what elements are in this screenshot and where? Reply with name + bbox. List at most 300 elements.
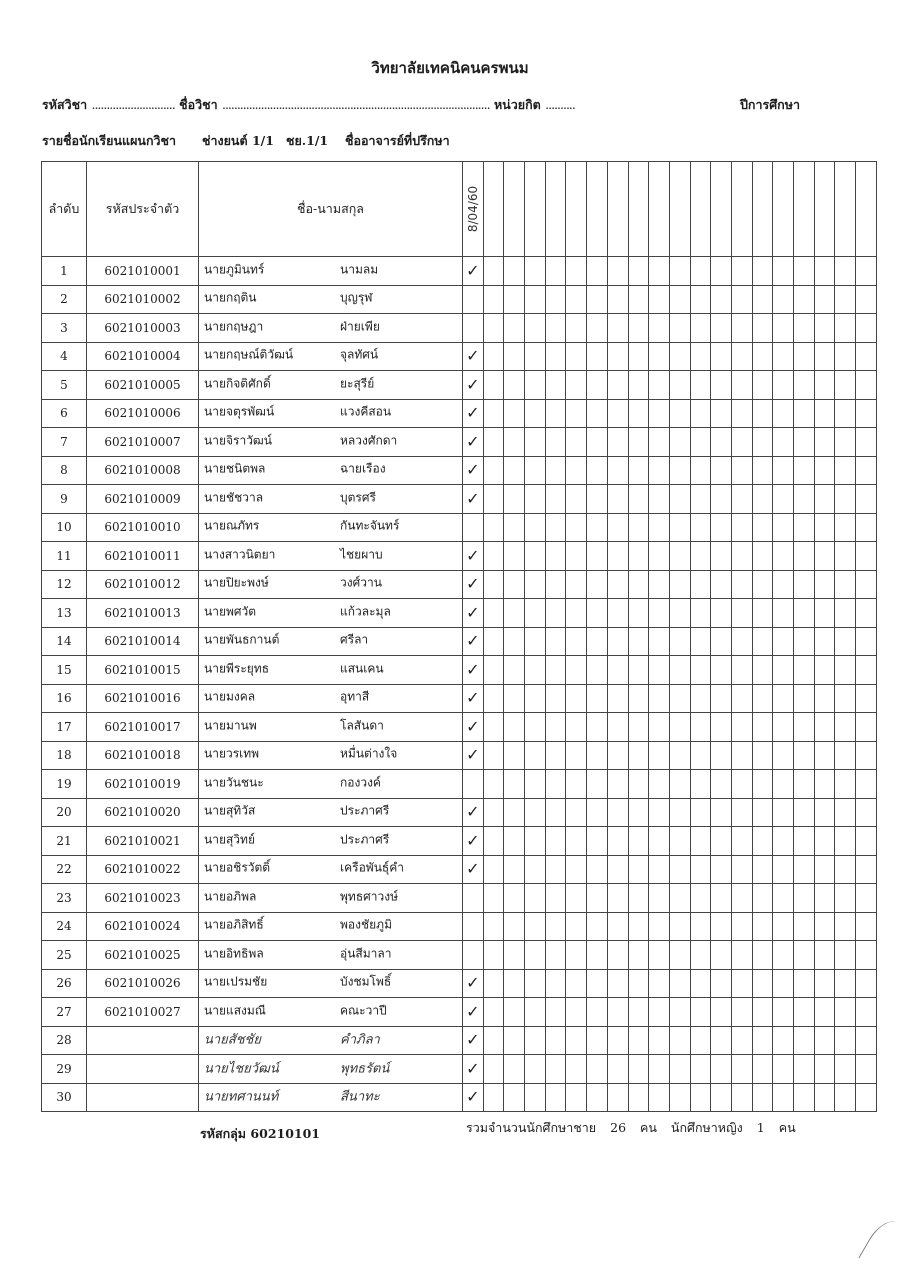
attendance-cell[interactable]	[669, 399, 690, 428]
attendance-cell[interactable]	[814, 1026, 835, 1055]
attendance-date-header[interactable]	[545, 162, 566, 257]
attendance-cell[interactable]	[545, 314, 566, 343]
attendance-date-header[interactable]	[814, 162, 835, 257]
attendance-cell[interactable]	[773, 1055, 794, 1084]
attendance-cell[interactable]	[587, 428, 608, 457]
attendance-cell[interactable]	[690, 770, 711, 799]
attendance-cell[interactable]	[483, 627, 504, 656]
attendance-cell[interactable]	[690, 741, 711, 770]
attendance-cell[interactable]	[628, 1026, 649, 1055]
attendance-cell[interactable]	[814, 513, 835, 542]
attendance-cell[interactable]	[752, 314, 773, 343]
attendance-cell[interactable]	[463, 1083, 484, 1112]
attendance-cell[interactable]	[669, 998, 690, 1027]
attendance-cell[interactable]	[525, 513, 546, 542]
attendance-cell[interactable]	[545, 371, 566, 400]
attendance-cell[interactable]	[504, 371, 525, 400]
attendance-cell[interactable]	[752, 599, 773, 628]
attendance-cell[interactable]	[525, 684, 546, 713]
attendance-cell[interactable]	[649, 969, 670, 998]
attendance-cell[interactable]	[607, 257, 628, 286]
attendance-cell[interactable]	[814, 1083, 835, 1112]
attendance-cell[interactable]	[587, 798, 608, 827]
attendance-cell[interactable]	[773, 998, 794, 1027]
attendance-cell[interactable]	[463, 713, 484, 742]
attendance-cell[interactable]	[835, 941, 856, 970]
attendance-cell[interactable]	[752, 798, 773, 827]
attendance-cell[interactable]	[566, 998, 587, 1027]
attendance-cell[interactable]	[649, 770, 670, 799]
attendance-cell[interactable]	[628, 798, 649, 827]
attendance-cell[interactable]	[794, 770, 815, 799]
attendance-cell[interactable]	[814, 285, 835, 314]
attendance-cell[interactable]	[566, 542, 587, 571]
attendance-cell[interactable]	[856, 399, 877, 428]
attendance-cell[interactable]	[773, 912, 794, 941]
attendance-cell[interactable]	[649, 399, 670, 428]
attendance-cell[interactable]	[628, 428, 649, 457]
attendance-cell[interactable]	[525, 798, 546, 827]
attendance-cell[interactable]	[628, 542, 649, 571]
attendance-cell[interactable]	[525, 969, 546, 998]
attendance-cell[interactable]	[483, 456, 504, 485]
attendance-cell[interactable]	[463, 912, 484, 941]
attendance-cell[interactable]	[794, 998, 815, 1027]
attendance-cell[interactable]	[731, 912, 752, 941]
attendance-cell[interactable]	[731, 827, 752, 856]
attendance-cell[interactable]	[856, 855, 877, 884]
attendance-cell[interactable]	[835, 798, 856, 827]
attendance-cell[interactable]	[856, 599, 877, 628]
attendance-cell[interactable]	[566, 827, 587, 856]
attendance-cell[interactable]	[752, 912, 773, 941]
attendance-cell[interactable]	[587, 684, 608, 713]
attendance-cell[interactable]	[483, 741, 504, 770]
attendance-cell[interactable]	[856, 969, 877, 998]
attendance-cell[interactable]	[463, 741, 484, 770]
attendance-cell[interactable]	[731, 314, 752, 343]
attendance-cell[interactable]	[690, 1083, 711, 1112]
attendance-cell[interactable]	[731, 941, 752, 970]
attendance-cell[interactable]	[690, 399, 711, 428]
attendance-cell[interactable]	[545, 855, 566, 884]
attendance-cell[interactable]	[649, 599, 670, 628]
attendance-cell[interactable]	[525, 741, 546, 770]
attendance-cell[interactable]	[773, 513, 794, 542]
attendance-cell[interactable]	[628, 599, 649, 628]
attendance-cell[interactable]	[649, 798, 670, 827]
attendance-cell[interactable]	[566, 884, 587, 913]
attendance-cell[interactable]	[566, 855, 587, 884]
attendance-cell[interactable]	[463, 627, 484, 656]
attendance-cell[interactable]	[483, 513, 504, 542]
attendance-cell[interactable]	[814, 627, 835, 656]
attendance-cell[interactable]	[525, 770, 546, 799]
attendance-cell[interactable]	[669, 542, 690, 571]
attendance-cell[interactable]	[752, 342, 773, 371]
attendance-cell[interactable]	[566, 485, 587, 514]
attendance-cell[interactable]	[628, 1055, 649, 1084]
attendance-cell[interactable]	[835, 998, 856, 1027]
attendance-cell[interactable]	[814, 371, 835, 400]
attendance-cell[interactable]	[649, 371, 670, 400]
attendance-cell[interactable]	[525, 884, 546, 913]
attendance-cell[interactable]	[690, 969, 711, 998]
attendance-cell[interactable]	[525, 342, 546, 371]
attendance-cell[interactable]	[794, 969, 815, 998]
attendance-cell[interactable]	[649, 1055, 670, 1084]
attendance-cell[interactable]	[773, 428, 794, 457]
attendance-cell[interactable]	[504, 485, 525, 514]
attendance-cell[interactable]	[525, 713, 546, 742]
attendance-cell[interactable]	[835, 1055, 856, 1084]
attendance-cell[interactable]	[814, 1055, 835, 1084]
attendance-cell[interactable]	[504, 713, 525, 742]
attendance-cell[interactable]	[545, 1055, 566, 1084]
attendance-cell[interactable]	[835, 969, 856, 998]
attendance-cell[interactable]	[794, 855, 815, 884]
attendance-cell[interactable]	[587, 371, 608, 400]
attendance-cell[interactable]	[566, 770, 587, 799]
attendance-cell[interactable]	[835, 627, 856, 656]
attendance-cell[interactable]	[607, 998, 628, 1027]
attendance-cell[interactable]	[525, 456, 546, 485]
attendance-cell[interactable]	[483, 998, 504, 1027]
attendance-cell[interactable]	[690, 314, 711, 343]
attendance-cell[interactable]	[752, 428, 773, 457]
attendance-cell[interactable]	[835, 570, 856, 599]
attendance-cell[interactable]	[731, 485, 752, 514]
attendance-cell[interactable]	[814, 855, 835, 884]
attendance-cell[interactable]	[504, 599, 525, 628]
attendance-cell[interactable]	[607, 314, 628, 343]
attendance-cell[interactable]	[649, 285, 670, 314]
attendance-cell[interactable]	[835, 827, 856, 856]
attendance-cell[interactable]	[628, 713, 649, 742]
attendance-cell[interactable]	[504, 342, 525, 371]
attendance-cell[interactable]	[628, 912, 649, 941]
attendance-cell[interactable]	[752, 1055, 773, 1084]
attendance-cell[interactable]	[835, 314, 856, 343]
attendance-cell[interactable]	[669, 428, 690, 457]
attendance-cell[interactable]	[835, 485, 856, 514]
attendance-cell[interactable]	[587, 257, 608, 286]
attendance-cell[interactable]	[711, 371, 732, 400]
attendance-cell[interactable]	[483, 713, 504, 742]
attendance-cell[interactable]	[587, 570, 608, 599]
attendance-cell[interactable]	[835, 257, 856, 286]
attendance-cell[interactable]	[587, 998, 608, 1027]
attendance-date-header[interactable]	[463, 162, 484, 257]
attendance-cell[interactable]	[545, 570, 566, 599]
attendance-cell[interactable]	[773, 257, 794, 286]
attendance-cell[interactable]	[669, 627, 690, 656]
attendance-cell[interactable]	[690, 513, 711, 542]
attendance-cell[interactable]	[504, 1026, 525, 1055]
attendance-cell[interactable]	[773, 941, 794, 970]
attendance-cell[interactable]	[731, 428, 752, 457]
attendance-cell[interactable]	[628, 314, 649, 343]
attendance-cell[interactable]	[504, 741, 525, 770]
attendance-cell[interactable]	[566, 741, 587, 770]
attendance-cell[interactable]	[752, 741, 773, 770]
attendance-cell[interactable]	[752, 770, 773, 799]
attendance-cell[interactable]	[504, 285, 525, 314]
attendance-cell[interactable]	[607, 371, 628, 400]
attendance-cell[interactable]	[504, 314, 525, 343]
attendance-cell[interactable]	[628, 570, 649, 599]
attendance-cell[interactable]	[794, 314, 815, 343]
attendance-cell[interactable]	[587, 1026, 608, 1055]
attendance-cell[interactable]	[607, 399, 628, 428]
attendance-cell[interactable]	[525, 1083, 546, 1112]
attendance-cell[interactable]	[711, 741, 732, 770]
attendance-cell[interactable]	[711, 599, 732, 628]
attendance-cell[interactable]	[794, 798, 815, 827]
attendance-cell[interactable]	[525, 1026, 546, 1055]
attendance-cell[interactable]	[628, 485, 649, 514]
attendance-cell[interactable]	[794, 342, 815, 371]
attendance-cell[interactable]	[814, 257, 835, 286]
attendance-cell[interactable]	[752, 855, 773, 884]
attendance-cell[interactable]	[525, 257, 546, 286]
attendance-cell[interactable]	[649, 456, 670, 485]
attendance-cell[interactable]	[504, 969, 525, 998]
attendance-cell[interactable]	[856, 827, 877, 856]
course-code-field[interactable]: ............................	[91, 97, 175, 112]
attendance-cell[interactable]	[587, 399, 608, 428]
attendance-cell[interactable]	[483, 257, 504, 286]
attendance-cell[interactable]	[814, 399, 835, 428]
attendance-cell[interactable]	[566, 941, 587, 970]
attendance-cell[interactable]	[856, 542, 877, 571]
attendance-cell[interactable]	[856, 884, 877, 913]
attendance-cell[interactable]	[835, 428, 856, 457]
attendance-cell[interactable]	[794, 1055, 815, 1084]
attendance-cell[interactable]	[773, 684, 794, 713]
attendance-cell[interactable]	[773, 399, 794, 428]
attendance-cell[interactable]	[711, 656, 732, 685]
attendance-cell[interactable]	[504, 257, 525, 286]
attendance-cell[interactable]	[794, 884, 815, 913]
attendance-cell[interactable]	[794, 827, 815, 856]
attendance-cell[interactable]	[690, 884, 711, 913]
attendance-cell[interactable]	[856, 627, 877, 656]
attendance-cell[interactable]	[649, 570, 670, 599]
attendance-cell[interactable]	[731, 855, 752, 884]
attendance-cell[interactable]	[566, 599, 587, 628]
attendance-cell[interactable]	[587, 713, 608, 742]
attendance-cell[interactable]	[752, 285, 773, 314]
attendance-cell[interactable]	[814, 884, 835, 913]
attendance-cell[interactable]	[773, 855, 794, 884]
attendance-cell[interactable]	[649, 1026, 670, 1055]
attendance-cell[interactable]	[545, 627, 566, 656]
attendance-cell[interactable]	[835, 342, 856, 371]
attendance-cell[interactable]	[711, 285, 732, 314]
attendance-cell[interactable]	[856, 285, 877, 314]
attendance-cell[interactable]	[504, 570, 525, 599]
attendance-cell[interactable]	[463, 542, 484, 571]
attendance-cell[interactable]	[711, 542, 732, 571]
attendance-cell[interactable]	[463, 314, 484, 343]
attendance-cell[interactable]	[504, 912, 525, 941]
attendance-cell[interactable]	[856, 713, 877, 742]
attendance-cell[interactable]	[794, 941, 815, 970]
attendance-cell[interactable]	[525, 399, 546, 428]
attendance-cell[interactable]	[628, 513, 649, 542]
attendance-cell[interactable]	[669, 770, 690, 799]
attendance-cell[interactable]	[794, 485, 815, 514]
attendance-cell[interactable]	[731, 713, 752, 742]
attendance-cell[interactable]	[669, 713, 690, 742]
attendance-cell[interactable]	[587, 1055, 608, 1084]
attendance-cell[interactable]	[628, 371, 649, 400]
attendance-cell[interactable]	[814, 684, 835, 713]
attendance-cell[interactable]	[649, 827, 670, 856]
attendance-cell[interactable]	[856, 428, 877, 457]
attendance-cell[interactable]	[566, 1026, 587, 1055]
attendance-cell[interactable]	[814, 713, 835, 742]
attendance-date-header[interactable]	[731, 162, 752, 257]
attendance-date-header[interactable]	[566, 162, 587, 257]
attendance-cell[interactable]	[545, 257, 566, 286]
attendance-cell[interactable]	[525, 912, 546, 941]
attendance-cell[interactable]	[587, 827, 608, 856]
attendance-cell[interactable]	[504, 770, 525, 799]
attendance-cell[interactable]	[773, 1083, 794, 1112]
attendance-cell[interactable]	[545, 428, 566, 457]
attendance-cell[interactable]	[752, 1083, 773, 1112]
attendance-cell[interactable]	[752, 513, 773, 542]
attendance-cell[interactable]	[525, 314, 546, 343]
attendance-cell[interactable]	[669, 969, 690, 998]
attendance-cell[interactable]	[711, 314, 732, 343]
attendance-cell[interactable]	[463, 257, 484, 286]
attendance-cell[interactable]	[794, 684, 815, 713]
attendance-cell[interactable]	[587, 314, 608, 343]
attendance-cell[interactable]	[856, 257, 877, 286]
attendance-cell[interactable]	[463, 399, 484, 428]
attendance-cell[interactable]	[566, 342, 587, 371]
attendance-cell[interactable]	[731, 1083, 752, 1112]
attendance-cell[interactable]	[483, 912, 504, 941]
attendance-cell[interactable]	[690, 285, 711, 314]
attendance-cell[interactable]	[607, 770, 628, 799]
attendance-cell[interactable]	[794, 599, 815, 628]
attendance-cell[interactable]	[649, 1083, 670, 1112]
attendance-cell[interactable]	[752, 684, 773, 713]
attendance-cell[interactable]	[463, 570, 484, 599]
attendance-cell[interactable]	[566, 285, 587, 314]
attendance-cell[interactable]	[731, 770, 752, 799]
attendance-cell[interactable]	[607, 342, 628, 371]
attendance-cell[interactable]	[504, 884, 525, 913]
attendance-cell[interactable]	[752, 656, 773, 685]
attendance-cell[interactable]	[669, 285, 690, 314]
attendance-cell[interactable]	[587, 599, 608, 628]
attendance-cell[interactable]	[711, 1083, 732, 1112]
attendance-cell[interactable]	[463, 1055, 484, 1084]
attendance-cell[interactable]	[731, 599, 752, 628]
attendance-cell[interactable]	[731, 342, 752, 371]
attendance-cell[interactable]	[607, 513, 628, 542]
attendance-cell[interactable]	[566, 684, 587, 713]
attendance-cell[interactable]	[587, 342, 608, 371]
attendance-cell[interactable]	[669, 656, 690, 685]
attendance-cell[interactable]	[711, 912, 732, 941]
attendance-cell[interactable]	[752, 399, 773, 428]
attendance-cell[interactable]	[856, 456, 877, 485]
attendance-cell[interactable]	[463, 684, 484, 713]
attendance-cell[interactable]	[794, 456, 815, 485]
attendance-cell[interactable]	[545, 656, 566, 685]
attendance-cell[interactable]	[752, 941, 773, 970]
attendance-cell[interactable]	[752, 257, 773, 286]
attendance-cell[interactable]	[483, 314, 504, 343]
attendance-cell[interactable]	[463, 456, 484, 485]
attendance-cell[interactable]	[711, 941, 732, 970]
attendance-cell[interactable]	[856, 741, 877, 770]
attendance-cell[interactable]	[607, 542, 628, 571]
attendance-cell[interactable]	[504, 513, 525, 542]
attendance-cell[interactable]	[669, 513, 690, 542]
attendance-cell[interactable]	[794, 570, 815, 599]
attendance-cell[interactable]	[690, 428, 711, 457]
attendance-cell[interactable]	[525, 656, 546, 685]
attendance-cell[interactable]	[690, 257, 711, 286]
attendance-date-header[interactable]	[649, 162, 670, 257]
attendance-cell[interactable]	[669, 371, 690, 400]
attendance-cell[interactable]	[463, 1026, 484, 1055]
attendance-cell[interactable]	[525, 371, 546, 400]
attendance-cell[interactable]	[545, 770, 566, 799]
attendance-cell[interactable]	[856, 770, 877, 799]
attendance-cell[interactable]	[545, 998, 566, 1027]
attendance-cell[interactable]	[483, 1026, 504, 1055]
attendance-cell[interactable]	[545, 1083, 566, 1112]
attendance-cell[interactable]	[483, 798, 504, 827]
attendance-cell[interactable]	[463, 770, 484, 799]
attendance-cell[interactable]	[731, 884, 752, 913]
attendance-cell[interactable]	[773, 884, 794, 913]
attendance-cell[interactable]	[711, 969, 732, 998]
attendance-cell[interactable]	[587, 969, 608, 998]
attendance-cell[interactable]	[794, 285, 815, 314]
attendance-cell[interactable]	[773, 570, 794, 599]
attendance-cell[interactable]	[483, 684, 504, 713]
attendance-cell[interactable]	[649, 941, 670, 970]
attendance-cell[interactable]	[835, 285, 856, 314]
attendance-cell[interactable]	[711, 713, 732, 742]
attendance-cell[interactable]	[525, 855, 546, 884]
attendance-cell[interactable]	[545, 884, 566, 913]
attendance-cell[interactable]	[690, 599, 711, 628]
attendance-cell[interactable]	[649, 257, 670, 286]
attendance-cell[interactable]	[794, 542, 815, 571]
attendance-cell[interactable]	[752, 542, 773, 571]
attendance-cell[interactable]	[525, 599, 546, 628]
attendance-cell[interactable]	[794, 1083, 815, 1112]
attendance-cell[interactable]	[731, 513, 752, 542]
attendance-cell[interactable]	[463, 485, 484, 514]
attendance-cell[interactable]	[690, 627, 711, 656]
attendance-cell[interactable]	[587, 770, 608, 799]
attendance-cell[interactable]	[566, 912, 587, 941]
attendance-date-header[interactable]	[669, 162, 690, 257]
attendance-cell[interactable]	[525, 570, 546, 599]
attendance-cell[interactable]	[607, 969, 628, 998]
